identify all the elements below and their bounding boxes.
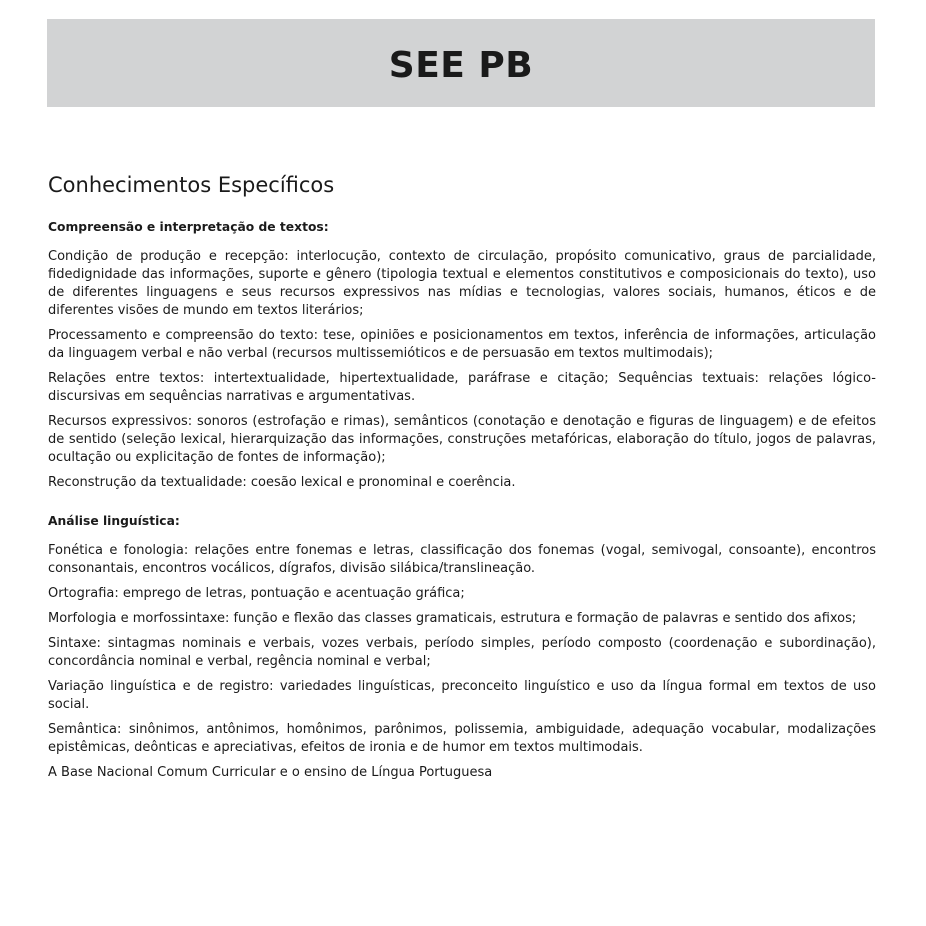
paragraph-recursos-expressivos: Recursos expressivos: sonoros (estrofação e rimas), semânticos (conotação e denotação e figuras de linguagem) e de efeitos de sentido (seleção lexical, hierarquização das informações, construções metafóricas, elaboração do título, jogos de palavras, ocultação ou explicitação de fontes de informação);	[48, 414, 876, 465]
paragraph-bncc: A Base Nacional Comum Curricular e o ensino de Língua Portuguesa	[48, 765, 493, 780]
subheading-analise-linguistica: Análise linguística:	[48, 514, 180, 528]
paragraph-morfologia: Morfologia e morfossintaxe: função e flexão das classes gramaticais, estrutura e formação de palavras e sentido dos afixos;	[48, 611, 857, 626]
page-title: SEE PB	[388, 44, 534, 86]
header-banner	[47, 19, 875, 107]
paragraph-reconstrucao: Reconstrução da textualidade: coesão lexical e pronominal e coerência.	[48, 475, 516, 490]
subheading-compreensao: Compreensão e interpretação de textos:	[48, 220, 329, 234]
paragraph-ortografia: Ortografia: emprego de letras, pontuação e acentuação gráfica;	[48, 586, 465, 601]
paragraph-semantica: Semântica: sinônimos, antônimos, homônimos, parônimos, polissemia, ambiguidade, adequação vocabular, modalizações epistêmicas, deônticas e apreciativas, efeitos de ironia e de humor em textos multimodais.	[48, 722, 876, 755]
document-body	[48, 170, 876, 789]
paragraph-relacoes-textos: Relações entre textos: intertextualidade, hipertextualidade, paráfrase e citação; Sequências textuais: relações lógico-discursivas em sequências narrativas e argumentativas.	[48, 371, 876, 404]
paragraph-processamento: Processamento e compreensão do texto: tese, opiniões e posicionamentos em textos, inferência de informações, articulação da linguagem verbal e não verbal (recursos multissemióticos e de persuasão em textos multimodais);	[48, 328, 876, 361]
paragraph-sintaxe: Sintaxe: sintagmas nominais e verbais, vozes verbais, período simples, período composto (coordenação e subordinação), concordância nominal e verbal, regência nominal e verbal;	[48, 636, 876, 669]
section-title: Conhecimentos Específicos	[48, 173, 335, 197]
paragraph-fonetica: Fonética e fonologia: relações entre fonemas e letras, classificação dos fonemas (vogal, semivogal, consoante), encontros consonantais, encontros vocálicos, dígrafos, divisão silábica/translineação.	[48, 543, 876, 576]
paragraph-condicao-producao: Condição de produção e recepção: interlocução, contexto de circulação, propósito comunicativo, graus de parcialidade, fidedignidade das informações, suporte e gênero (tipologia textual e elementos constitutivos e composicionais do texto), uso de diferentes linguagens e seus recursos expressivos nas mídias e tecnologias, valores sociais, humanos, éticos e de diferentes visões de mundo em textos literários;	[48, 249, 876, 318]
paragraph-variacao: Variação linguística e de registro: variedades linguísticas, preconceito linguístico e uso da língua formal em textos de uso social.	[48, 679, 876, 712]
